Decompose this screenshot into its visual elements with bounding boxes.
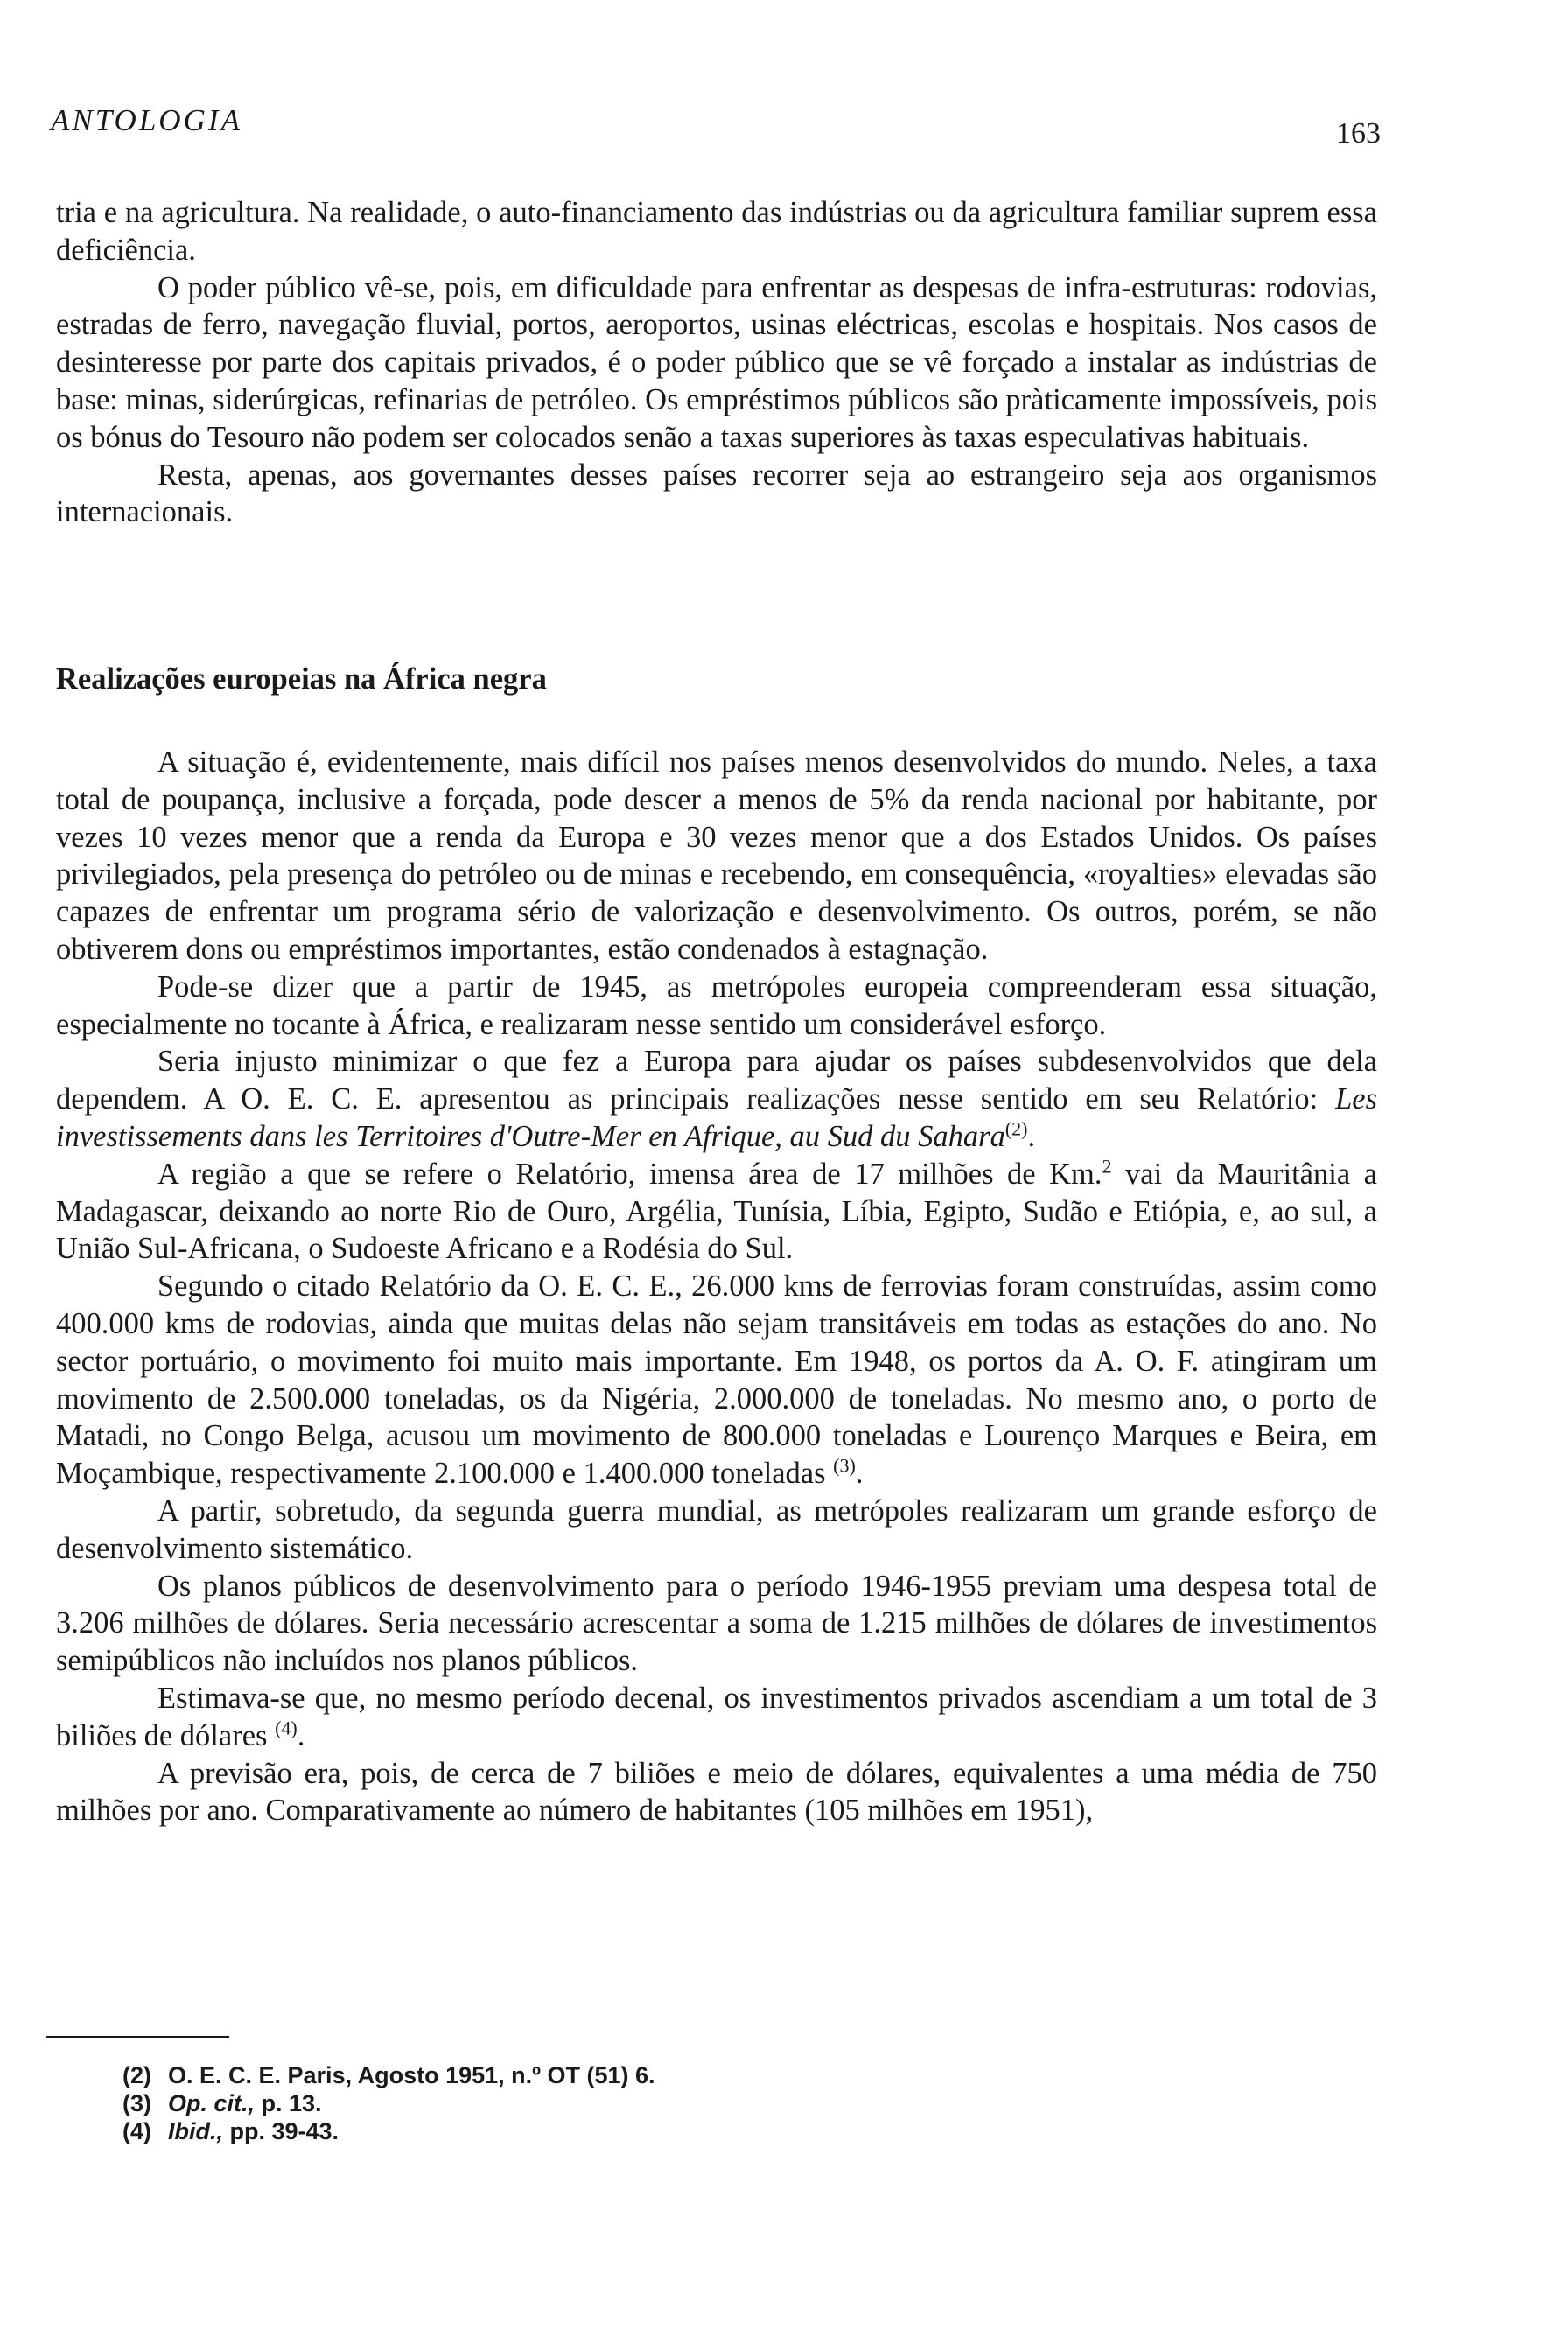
paragraph-text: vai da Mauritânia a Madagascar, deixando ao norte Rio de Ouro, Argélia, Tunísia, Líbia, Egipto, Sudão e Etiópia, e, ao sul, a União Sul-Africana, o Sudoeste Africano e a Rodésia do Sul.: [56, 1157, 1377, 1266]
superscript: 2: [1102, 1155, 1112, 1178]
page-number: 163: [1336, 117, 1381, 150]
paragraph: A previsão era, pois, de cerca de 7 biliões e meio de dólares, equivalentes a uma média de 750 milhões por ano. Comparativamente ao número de habitantes (105 milhões em 1951),: [56, 1756, 1377, 1828]
paragraph-text: Seria injusto minimizar o que fez a Europa para ajudar os países subdesenvolvidos que dela dependem. A O. E. C. E. apresentou as principais realizações nesse sentido em seu Relatório:: [56, 1045, 1377, 1116]
paragraph-text: .: [297, 1718, 305, 1752]
intro-text-block: [56, 194, 1377, 531]
section-heading: Realizações europeias na África negra: [56, 662, 547, 696]
paragraph-text: Estimava-se que, no mesmo período decenal, os investimentos privados ascendiam a um total de 3 biliões de dólares: [56, 1681, 1377, 1752]
footnote-marker: (2): [122, 2062, 151, 2088]
paragraph: O poder público vê-se, pois, em dificuldade para enfrentar as despesas de infra-estruturas: rodovias, estradas de ferro, navegação fluvial, portos, aeroportos, usinas eléctricas, escolas e hospitais. Nos casos de desinteresse por parte dos capitais privados, é o poder público que se vê forçado a instalar as indústrias de base: minas, siderúrgicas, refinarias de petróleo. Os empréstimos públicos são pràticamente impossíveis, pois os bónus do Tesouro não podem ser colocados senão a taxas superiores às taxas especulativas habituais.: [56, 270, 1377, 454]
footnote: [122, 2061, 655, 2089]
footnote-ref: (3): [833, 1454, 856, 1477]
paragraph: Pode-se dizer que a partir de 1945, as metrópoles europeia compreenderam essa situação, especialmente no tocante à África, e realizaram nesse sentido um considerável esforço.: [56, 969, 1377, 1041]
footnote-rest: pp. 39-43.: [223, 2118, 340, 2144]
paragraph: A situação é, evidentemente, mais difícil nos países menos desenvolvidos do mundo. Neles, a taxa total de poupança, inclusive a forçada, pode descer a menos de 5% da renda nacional por habitante, por vezes 10 vezes menor que a renda da Europa e 30 vezes menor que a dos Estados Unidos. Os países privilegiados, pela presença do petróleo ou de minas e recebendo, em consequência, «royalties» elevadas são capazes de enfrentar um programa sério de valorização e desenvolvimento. Os outros, porém, se não obtiverem dons ou empréstimos importantes, estão condenados à estagnação.: [56, 745, 1377, 966]
footnote-rest: p. 13.: [255, 2090, 322, 2116]
footnote-ref: (4): [275, 1717, 298, 1739]
section-text-block: [56, 744, 1377, 1829]
footnote: [122, 2089, 655, 2117]
footnotes: [122, 2061, 655, 2145]
footnote-text: [168, 2117, 339, 2145]
paragraph: [56, 1268, 1377, 1493]
footnote-text: O. E. C. E. Paris, Agosto 1951, n.º OT (51) 6.: [168, 2062, 655, 2088]
running-title: ANTOLOGIA: [51, 103, 242, 137]
paragraph: tria e na agricultura. Na realidade, o auto-financiamento das indústrias ou da agricultura familiar suprem essa deficiência.: [56, 196, 1377, 267]
footnote-divider: [46, 2036, 229, 2038]
paragraph: [56, 1156, 1377, 1268]
paragraph: [56, 1043, 1377, 1155]
footnote: [122, 2117, 655, 2145]
footnote-ref: (2): [1004, 1117, 1028, 1140]
paragraph-text: .: [1027, 1119, 1036, 1153]
paragraph-text: .: [855, 1457, 864, 1491]
footnote-italic: Op. cit.,: [168, 2090, 256, 2116]
paragraph: [56, 1680, 1377, 1755]
paragraph: Os planos públicos de desenvolvimento para o período 1946-1955 previam uma despesa total de 3.206 milhões de dólares. Seria necessário acrescentar a soma de 1.215 milhões de dólares de investimentos semipúblicos não incluídos nos planos públicos.: [56, 1569, 1377, 1678]
footnote-marker: (4): [122, 2118, 151, 2144]
paragraph: Resta, apenas, aos governantes desses países recorrer seja ao estrangeiro seja aos organismos internacionais.: [56, 458, 1377, 529]
footnote-italic: Ibid.,: [168, 2118, 223, 2144]
paragraph-text: Segundo o citado Relatório da O. E. C. E., 26.000 kms de ferrovias foram construídas, assim como 400.000 kms de rodovias, ainda que muitas delas não sejam transitáveis em todas as estações do ano. No sector portuário, o movimento foi muito mais importante. Em 1948, os portos da A. O. F. atingiram um movimento de 2.500.000 toneladas, os da Nigéria, 2.000.000 de toneladas. No mesmo ano, o porto de Matadi, no Congo Belga, acusou um movimento de 800.000 toneladas e Lourenço Marques e Beira, em Moçambique, respectivamente 2.100.000 e 1.400.000 toneladas: [56, 1269, 1377, 1491]
paragraph-text: A região a que se refere o Relatório, imensa área de 17 milhões de Km.: [158, 1157, 1102, 1191]
report-title: Les investissements dans les Territoires d'Outre-Mer en Afrique, au Sud du Sahara: [56, 1082, 1377, 1153]
footnote-text: [168, 2089, 322, 2117]
paragraph: A partir, sobretudo, da segunda guerra mundial, as metrópoles realizaram um grande esforço de desenvolvimento sistemático.: [56, 1493, 1377, 1565]
footnote-marker: (3): [122, 2090, 151, 2116]
